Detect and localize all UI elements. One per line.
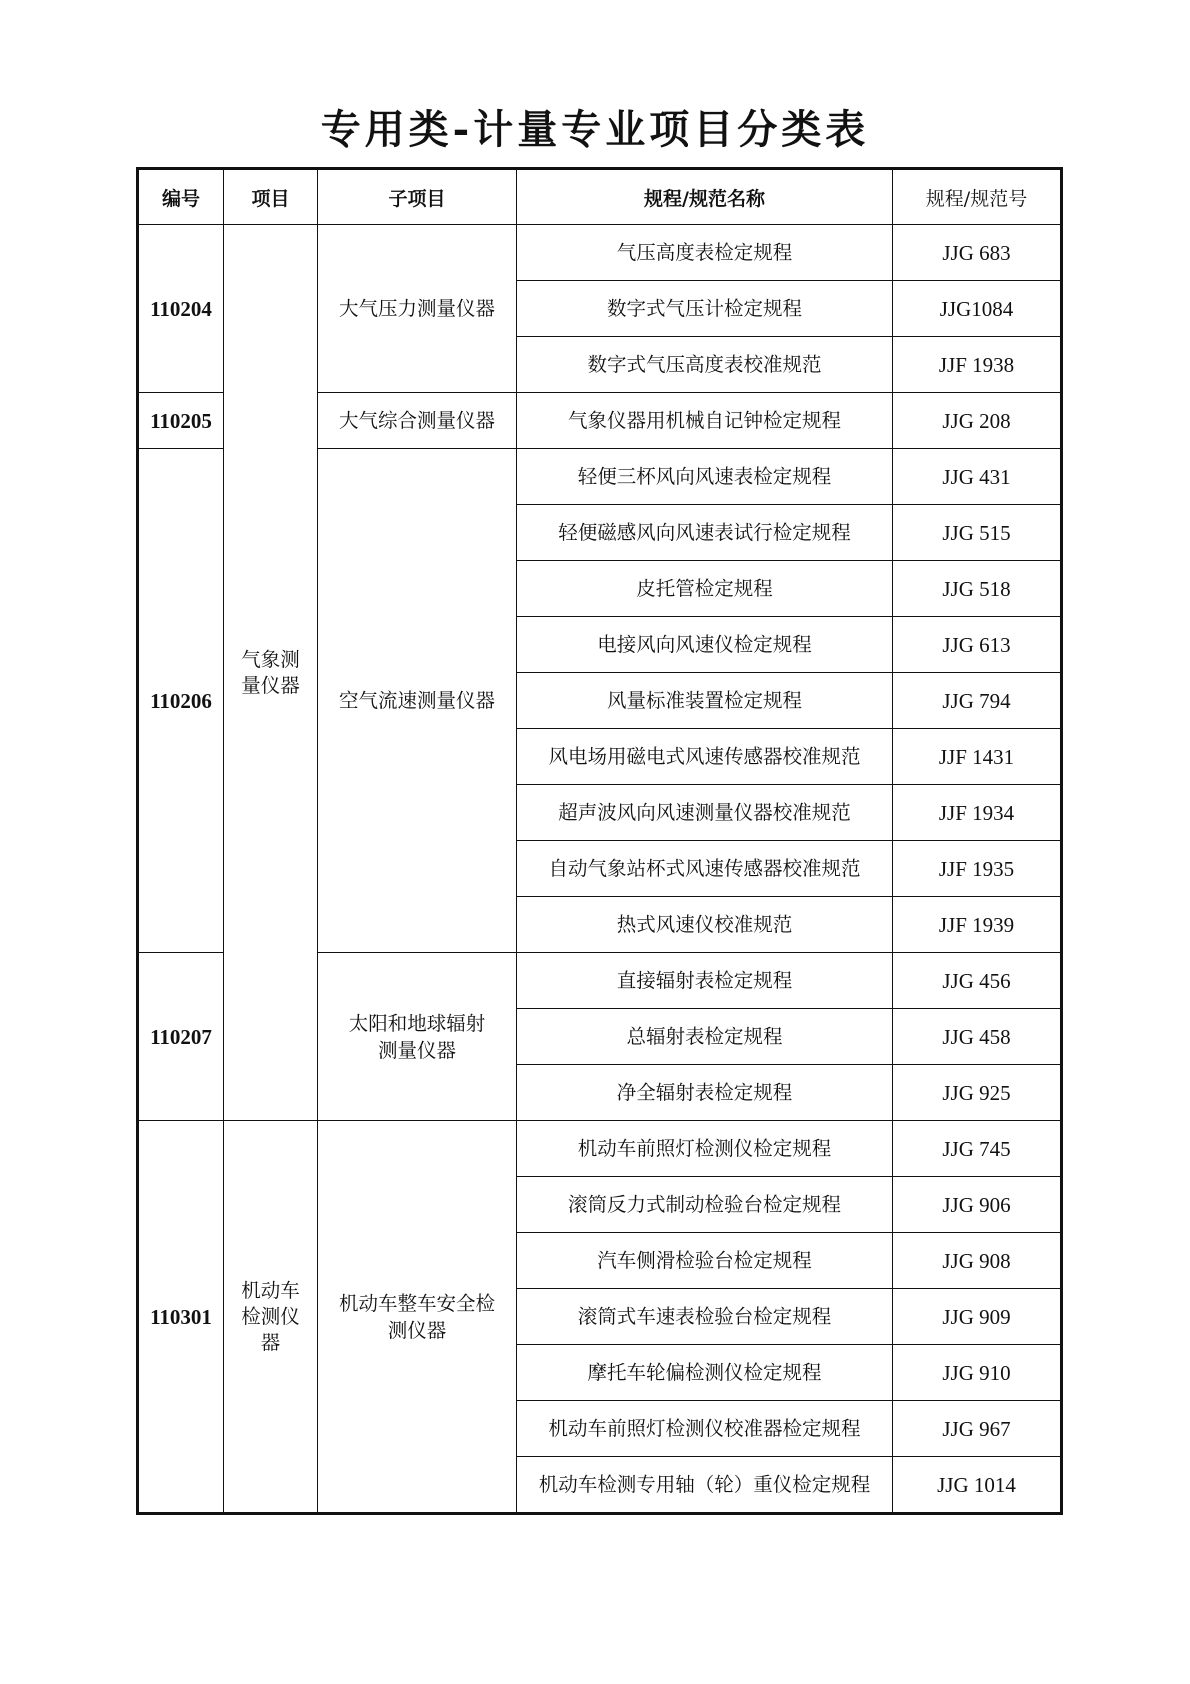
standard-number: JJG 208 <box>893 393 1062 449</box>
standard-number: JJG 431 <box>893 449 1062 505</box>
standard-number: JJG 967 <box>893 1401 1062 1457</box>
code-cell: 110205 <box>138 393 224 449</box>
standard-name: 皮托管检定规程 <box>517 561 893 617</box>
standard-number: JJG 910 <box>893 1345 1062 1401</box>
standard-number: JJG 908 <box>893 1233 1062 1289</box>
project-cell: 机动车检测仪器 <box>224 1121 318 1514</box>
standard-number: JJF 1938 <box>893 337 1062 393</box>
standard-name: 风量标准装置检定规程 <box>517 673 893 729</box>
standard-name: 总辐射表检定规程 <box>517 1009 893 1065</box>
header-code: 编号 <box>138 169 224 225</box>
classification-table <box>136 167 1063 1515</box>
subproject-cell: 大气压力测量仪器 <box>318 225 517 393</box>
standard-name: 机动车前照灯检测仪检定规程 <box>517 1121 893 1177</box>
standard-name: 直接辐射表检定规程 <box>517 953 893 1009</box>
standard-number: JJG 613 <box>893 617 1062 673</box>
table-row <box>138 1121 1062 1177</box>
standard-name: 轻便磁感风向风速表试行检定规程 <box>517 505 893 561</box>
standard-number: JJG 518 <box>893 561 1062 617</box>
standard-number: JJG 515 <box>893 505 1062 561</box>
header-row <box>138 169 1062 225</box>
subproject-cell: 大气综合测量仪器 <box>318 393 517 449</box>
code-cell: 110206 <box>138 449 224 953</box>
standard-name: 风电场用磁电式风速传感器校准规范 <box>517 729 893 785</box>
standard-name: 滚筒反力式制动检验台检定规程 <box>517 1177 893 1233</box>
subproject-cell: 空气流速测量仪器 <box>318 449 517 953</box>
standard-name: 气压高度表检定规程 <box>517 225 893 281</box>
standard-number: JJG1084 <box>893 281 1062 337</box>
standard-number: JJG 745 <box>893 1121 1062 1177</box>
standard-number: JJG 794 <box>893 673 1062 729</box>
standard-name: 电接风向风速仪检定规程 <box>517 617 893 673</box>
standard-number: JJG 909 <box>893 1289 1062 1345</box>
standard-name: 摩托车轮偏检测仪检定规程 <box>517 1345 893 1401</box>
standard-name: 数字式气压计检定规程 <box>517 281 893 337</box>
standard-name: 机动车检测专用轴（轮）重仪检定规程 <box>517 1457 893 1514</box>
standard-name: 轻便三杯风向风速表检定规程 <box>517 449 893 505</box>
standard-name: 净全辐射表检定规程 <box>517 1065 893 1121</box>
standard-number: JJG 683 <box>893 225 1062 281</box>
code-cell: 110204 <box>138 225 224 393</box>
standard-name: 机动车前照灯检测仪校准器检定规程 <box>517 1401 893 1457</box>
header-subproject: 子项目 <box>318 169 517 225</box>
standard-name: 滚筒式车速表检验台检定规程 <box>517 1289 893 1345</box>
subproject-cell: 太阳和地球辐射测量仪器 <box>318 953 517 1121</box>
header-standard-name: 规程/规范名称 <box>517 169 893 225</box>
standard-number: JJG 456 <box>893 953 1062 1009</box>
standard-number: JJF 1431 <box>893 729 1062 785</box>
standard-name: 数字式气压高度表校准规范 <box>517 337 893 393</box>
standard-number: JJG 1014 <box>893 1457 1062 1514</box>
page-title: 专用类-计量专业项目分类表 <box>320 106 870 153</box>
standard-number: JJF 1934 <box>893 785 1062 841</box>
header-standard-number: 规程/规范号 <box>893 169 1062 225</box>
project-cell: 气象测量仪器 <box>224 225 318 1121</box>
standard-name: 自动气象站杯式风速传感器校准规范 <box>517 841 893 897</box>
standard-name: 汽车侧滑检验台检定规程 <box>517 1233 893 1289</box>
code-cell: 110207 <box>138 953 224 1121</box>
standard-number: JJF 1935 <box>893 841 1062 897</box>
standard-name: 超声波风向风速测量仪器校准规范 <box>517 785 893 841</box>
standard-number: JJG 458 <box>893 1009 1062 1065</box>
header-project: 项目 <box>224 169 318 225</box>
standard-number: JJG 906 <box>893 1177 1062 1233</box>
standard-name: 气象仪器用机械自记钟检定规程 <box>517 393 893 449</box>
subproject-cell: 机动车整车安全检测仪器 <box>318 1121 517 1514</box>
table-row <box>138 225 1062 281</box>
standard-number: JJF 1939 <box>893 897 1062 953</box>
code-cell: 110301 <box>138 1121 224 1514</box>
standard-number: JJG 925 <box>893 1065 1062 1121</box>
standard-name: 热式风速仪校准规范 <box>517 897 893 953</box>
